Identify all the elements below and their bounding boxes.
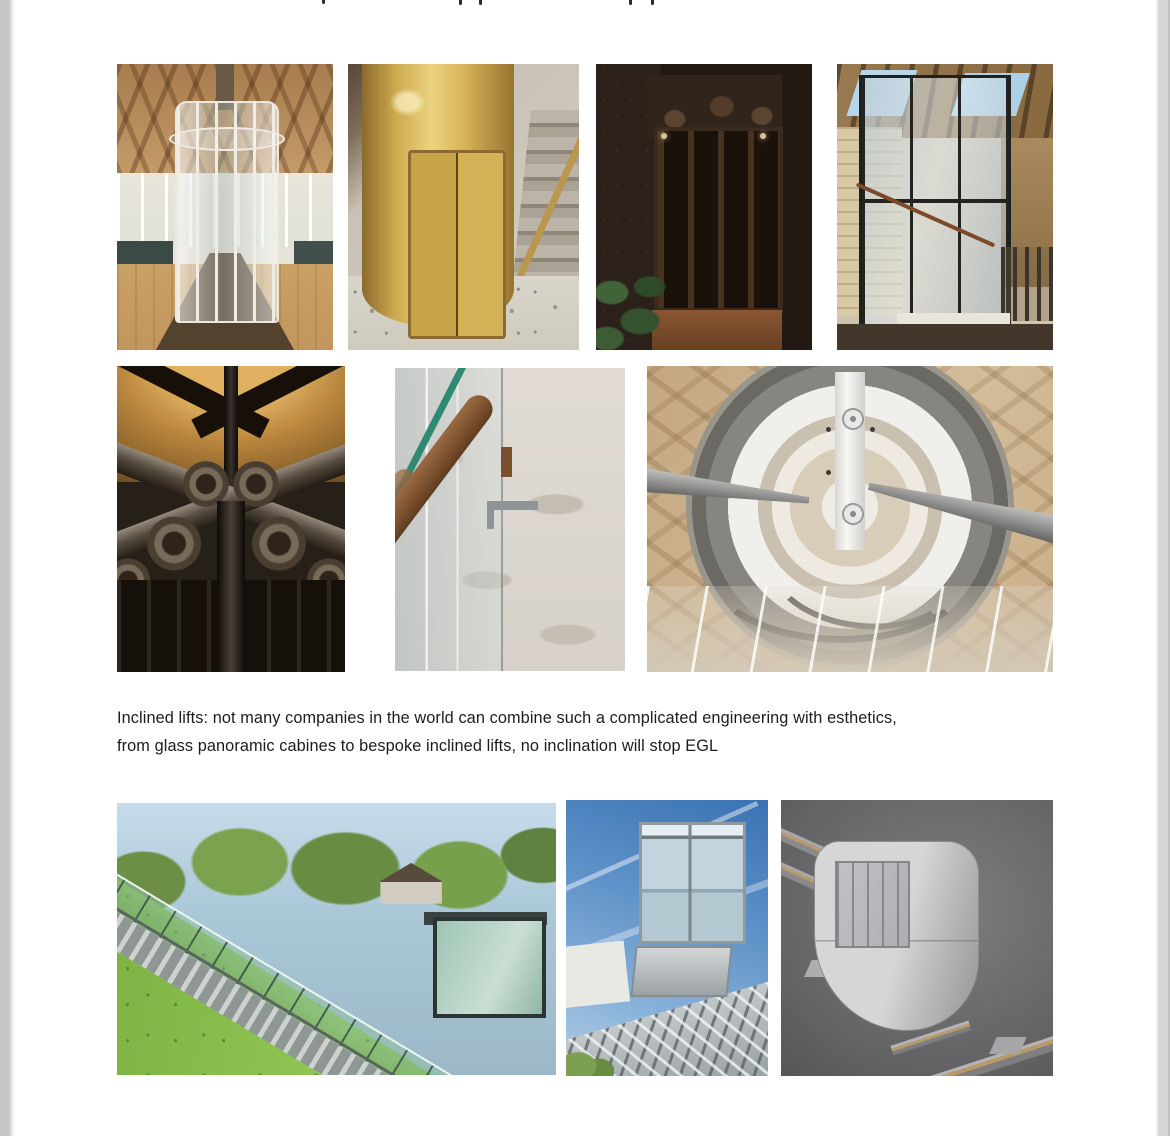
undercarriage xyxy=(630,946,732,997)
clipped-text-fragment xyxy=(322,0,325,4)
carved-rosette xyxy=(144,513,203,574)
photo-glass-panoramic-lift-pavilion xyxy=(117,64,333,350)
cab-light xyxy=(760,133,766,139)
caption-line-2: from glass panoramic cabines to bespoke inclined lifts, no inclination will stop EGL xyxy=(117,737,719,756)
cad-cabin-windows xyxy=(835,861,910,948)
glass-cabin xyxy=(639,822,746,944)
cab-light xyxy=(661,133,667,139)
photo-gold-cylindrical-lift xyxy=(348,64,579,350)
caption-line-1: Inclined lifts: not many companies in the world can combine such a complicated engineering with esthetics, xyxy=(117,709,897,728)
rail-bracket xyxy=(487,501,538,510)
glass-shaft xyxy=(859,75,1012,350)
photo-cad-inclined-cabin xyxy=(781,800,1053,1076)
wall-anchor xyxy=(501,447,513,477)
grass xyxy=(566,1026,614,1076)
page-right-margin-edge xyxy=(1155,0,1170,1136)
page-left-margin-edge xyxy=(0,0,15,1136)
photo-glass-lift-shaft-loft xyxy=(837,64,1053,350)
photo-inclined-lift-cabin-track xyxy=(566,800,768,1076)
photo-circular-shaft-view-up xyxy=(647,366,1053,672)
dark-floor xyxy=(837,324,1053,350)
fixing-dot xyxy=(826,470,831,475)
clipped-text-fragment xyxy=(479,0,482,5)
photo-carved-wood-lift-interior xyxy=(596,64,812,350)
potted-plant xyxy=(596,258,678,350)
photo-hillside-inclined-lift xyxy=(117,803,556,1075)
photo-handrail-on-glass xyxy=(395,368,625,671)
corner-column xyxy=(217,501,244,672)
gold-lift-doors xyxy=(408,150,506,339)
lift-ring xyxy=(169,127,285,151)
clipped-text-fragment xyxy=(629,0,632,5)
metal-balustrade xyxy=(1001,247,1053,321)
clipped-text-fragment xyxy=(651,0,654,5)
building xyxy=(566,940,630,1008)
fan-vent xyxy=(840,406,866,432)
fixing-dot xyxy=(826,427,831,432)
clipped-text-fragment xyxy=(459,0,462,5)
rail-bracket xyxy=(487,501,494,528)
carved-rosette xyxy=(249,513,308,574)
landing-sill xyxy=(897,313,1009,324)
photo-carved-ceiling-gold-leaf xyxy=(117,366,345,672)
glass-station xyxy=(433,917,546,1017)
glass-panels xyxy=(647,586,1053,672)
caption-paragraph xyxy=(117,704,1065,760)
